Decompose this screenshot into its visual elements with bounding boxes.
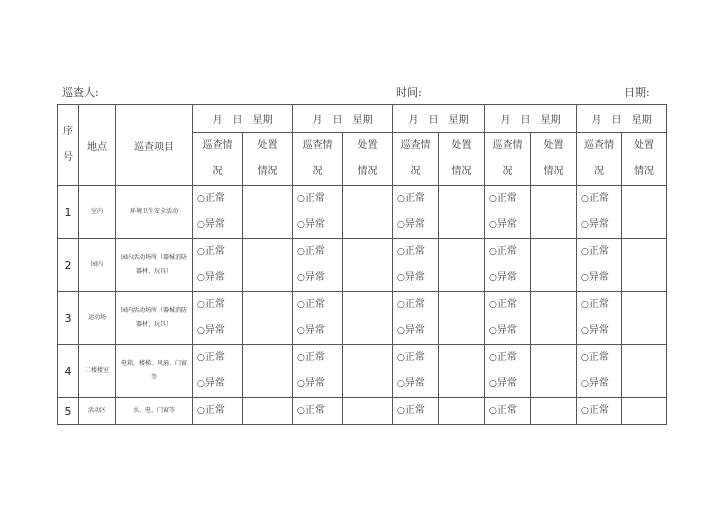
normal-option[interactable]: ○正常: [397, 352, 425, 363]
normal-option[interactable]: ○正常: [197, 352, 225, 363]
handling-cell[interactable]: [531, 398, 577, 425]
radio-circle-icon[interactable]: ○: [581, 353, 589, 363]
radio-circle-icon[interactable]: ○: [489, 300, 497, 310]
status-cell: [193, 292, 243, 345]
radio-circle-icon[interactable]: ○: [489, 326, 497, 336]
table-row: [58, 345, 667, 398]
normal-option[interactable]: ○正常: [197, 193, 225, 204]
radio-circle-icon[interactable]: ○: [297, 273, 305, 283]
handling-header: 处置 情况: [343, 133, 393, 186]
normal-option[interactable]: ○正常: [297, 405, 325, 416]
abnormal-option[interactable]: ○异常: [581, 219, 609, 230]
abnormal-option[interactable]: ○异常: [397, 272, 425, 283]
seq-header: 序 号: [58, 105, 79, 186]
row-number: 4: [58, 345, 79, 398]
radio-circle-icon[interactable]: ○: [489, 273, 497, 283]
status-cell: [293, 398, 343, 425]
radio-circle-icon[interactable]: ○: [197, 353, 205, 363]
abnormal-option[interactable]: ○异常: [297, 272, 325, 283]
handling-cell[interactable]: [531, 345, 577, 398]
normal-option[interactable]: ○正常: [297, 193, 325, 204]
status-cell: [393, 345, 439, 398]
status-cell: [393, 239, 439, 292]
normal-option[interactable]: ○正常: [581, 299, 609, 310]
place-header: 地点: [79, 105, 116, 186]
normal-option[interactable]: ○正常: [397, 405, 425, 416]
handling-cell[interactable]: [622, 398, 667, 425]
normal-option[interactable]: ○正常: [197, 405, 225, 416]
row-item: 水、电、门窗等: [116, 398, 193, 425]
status-cell: [485, 239, 531, 292]
radio-circle-icon[interactable]: ○: [397, 247, 405, 257]
status-cell: [577, 292, 622, 345]
handling-cell[interactable]: [439, 398, 485, 425]
normal-option[interactable]: ○正常: [297, 246, 325, 257]
status-cell: [193, 186, 243, 239]
handling-cell[interactable]: [622, 186, 667, 239]
radio-circle-icon[interactable]: ○: [581, 194, 589, 204]
radio-circle-icon[interactable]: ○: [297, 326, 305, 336]
check-status-header: 巡查情 况: [393, 133, 439, 186]
check-status-header: 巡查情 况: [485, 133, 531, 186]
date-heading: 月 日 星期: [393, 105, 485, 133]
check-status-header: 巡查情 况: [293, 133, 343, 186]
status-cell: [293, 239, 343, 292]
handling-cell[interactable]: [622, 239, 667, 292]
normal-option[interactable]: ○正常: [581, 405, 609, 416]
row-place: 活动区: [79, 398, 116, 425]
date-heading: 月 日 星期: [577, 105, 667, 133]
date-heading: 月 日 星期: [485, 105, 577, 133]
normal-option[interactable]: ○正常: [489, 193, 517, 204]
row-place: 运动场: [79, 292, 116, 345]
radio-circle-icon[interactable]: ○: [489, 353, 497, 363]
normal-option[interactable]: ○正常: [297, 352, 325, 363]
normal-option[interactable]: ○正常: [197, 246, 225, 257]
radio-circle-icon[interactable]: ○: [397, 406, 405, 416]
radio-circle-icon[interactable]: ○: [581, 326, 589, 336]
status-cell: [485, 292, 531, 345]
radio-circle-icon[interactable]: ○: [297, 247, 305, 257]
status-cell: [293, 186, 343, 239]
handling-header: 处置 情况: [531, 133, 577, 186]
radio-circle-icon[interactable]: ○: [197, 406, 205, 416]
handling-cell[interactable]: [439, 186, 485, 239]
handling-cell[interactable]: [531, 292, 577, 345]
item-header: 巡查项目: [116, 105, 193, 186]
radio-circle-icon[interactable]: ○: [397, 379, 405, 389]
row-number: 3: [58, 292, 79, 345]
handling-cell[interactable]: [343, 398, 393, 425]
row-number: 2: [58, 239, 79, 292]
abnormal-option[interactable]: ○异常: [297, 219, 325, 230]
radio-circle-icon[interactable]: ○: [397, 194, 405, 204]
normal-option[interactable]: ○正常: [197, 299, 225, 310]
radio-circle-icon[interactable]: ○: [397, 300, 405, 310]
abnormal-option[interactable]: ○异常: [581, 272, 609, 283]
radio-circle-icon[interactable]: ○: [297, 194, 305, 204]
abnormal-option[interactable]: ○异常: [581, 378, 609, 389]
radio-circle-icon[interactable]: ○: [581, 273, 589, 283]
status-cell: [393, 186, 439, 239]
inspector-label: 巡查人:: [62, 86, 99, 99]
handling-cell[interactable]: [343, 239, 393, 292]
normal-option[interactable]: ○正常: [489, 352, 517, 363]
abnormal-option[interactable]: ○异常: [489, 219, 517, 230]
radio-circle-icon[interactable]: ○: [489, 220, 497, 230]
radio-circle-icon[interactable]: ○: [297, 353, 305, 363]
radio-circle-icon[interactable]: ○: [581, 300, 589, 310]
handling-cell[interactable]: [439, 345, 485, 398]
normal-option[interactable]: ○正常: [489, 299, 517, 310]
normal-option[interactable]: ○正常: [489, 405, 517, 416]
status-cell: [293, 345, 343, 398]
row-place: 园内: [79, 239, 116, 292]
date-heading: 月 日 星期: [193, 105, 293, 133]
normal-option[interactable]: ○正常: [397, 299, 425, 310]
row-item: 电箱、楼梯、风扇、门窗等: [116, 345, 193, 398]
row-place: 室内: [79, 186, 116, 239]
normal-option[interactable]: ○正常: [581, 193, 609, 204]
handling-header: 处置 情况: [243, 133, 293, 186]
abnormal-option[interactable]: ○异常: [397, 219, 425, 230]
handling-cell[interactable]: [243, 345, 293, 398]
normal-option[interactable]: ○正常: [397, 193, 425, 204]
handling-cell[interactable]: [343, 292, 393, 345]
abnormal-option[interactable]: ○异常: [297, 378, 325, 389]
handling-cell[interactable]: [243, 186, 293, 239]
status-cell: [485, 398, 531, 425]
date-label: 日期:: [624, 86, 650, 99]
abnormal-option[interactable]: ○异常: [197, 272, 225, 283]
handling-header: 处置 情况: [622, 133, 667, 186]
abnormal-option[interactable]: ○异常: [397, 325, 425, 336]
handling-cell[interactable]: [343, 186, 393, 239]
status-cell: [193, 345, 243, 398]
radio-circle-icon[interactable]: ○: [489, 247, 497, 257]
status-cell: [577, 239, 622, 292]
radio-circle-icon[interactable]: ○: [581, 406, 589, 416]
radio-circle-icon[interactable]: ○: [297, 300, 305, 310]
row-place: 二楼楼室: [79, 345, 116, 398]
radio-circle-icon[interactable]: ○: [397, 326, 405, 336]
status-cell: [393, 398, 439, 425]
radio-circle-icon[interactable]: ○: [297, 379, 305, 389]
row-item: 环境卫生安全活动: [116, 186, 193, 239]
normal-option[interactable]: ○正常: [297, 299, 325, 310]
table-row: [58, 239, 667, 292]
radio-circle-icon[interactable]: ○: [489, 194, 497, 204]
abnormal-option[interactable]: ○异常: [197, 219, 225, 230]
radio-circle-icon[interactable]: ○: [581, 220, 589, 230]
row-item: 园内活动场所（器械消防器材、玩具）: [116, 239, 193, 292]
radio-circle-icon[interactable]: ○: [297, 406, 305, 416]
radio-circle-icon[interactable]: ○: [197, 194, 205, 204]
abnormal-option[interactable]: ○异常: [489, 325, 517, 336]
abnormal-option[interactable]: ○异常: [489, 272, 517, 283]
status-cell: [577, 345, 622, 398]
normal-option[interactable]: ○正常: [489, 246, 517, 257]
abnormal-option[interactable]: ○异常: [581, 325, 609, 336]
time-label: 时间:: [396, 86, 422, 99]
normal-option[interactable]: ○正常: [397, 246, 425, 257]
handling-cell[interactable]: [622, 345, 667, 398]
status-cell: [293, 292, 343, 345]
table-row: [58, 186, 667, 239]
handling-cell[interactable]: [243, 398, 293, 425]
row-number: 1: [58, 186, 79, 239]
abnormal-option[interactable]: ○异常: [197, 325, 225, 336]
radio-circle-icon[interactable]: ○: [197, 300, 205, 310]
status-cell: [577, 186, 622, 239]
handling-cell[interactable]: [439, 292, 485, 345]
table-row: [58, 398, 667, 425]
status-cell: [193, 239, 243, 292]
inspection-table: [57, 104, 667, 425]
handling-cell[interactable]: [243, 239, 293, 292]
status-cell: [193, 398, 243, 425]
radio-circle-icon[interactable]: ○: [197, 247, 205, 257]
handling-cell[interactable]: [439, 239, 485, 292]
abnormal-option[interactable]: ○异常: [297, 325, 325, 336]
status-cell: [485, 186, 531, 239]
radio-circle-icon[interactable]: ○: [489, 379, 497, 389]
handling-cell[interactable]: [531, 186, 577, 239]
radio-circle-icon[interactable]: ○: [297, 220, 305, 230]
handling-cell[interactable]: [343, 345, 393, 398]
normal-option[interactable]: ○正常: [581, 246, 609, 257]
row-item: 园内活动场所（器械消防器材、玩具）: [116, 292, 193, 345]
radio-circle-icon[interactable]: ○: [397, 353, 405, 363]
check-status-header: 巡查情 况: [577, 133, 622, 186]
radio-circle-icon[interactable]: ○: [197, 326, 205, 336]
row-number: 5: [58, 398, 79, 425]
radio-circle-icon[interactable]: ○: [581, 247, 589, 257]
handling-cell[interactable]: [531, 239, 577, 292]
abnormal-option[interactable]: ○异常: [197, 378, 225, 389]
handling-header: 处置 情况: [439, 133, 485, 186]
radio-circle-icon[interactable]: ○: [197, 273, 205, 283]
abnormal-option[interactable]: ○异常: [397, 378, 425, 389]
status-cell: [577, 398, 622, 425]
check-status-header: 巡查情 况: [193, 133, 243, 186]
abnormal-option[interactable]: ○异常: [489, 378, 517, 389]
normal-option[interactable]: ○正常: [581, 352, 609, 363]
radio-circle-icon[interactable]: ○: [397, 273, 405, 283]
status-cell: [393, 292, 439, 345]
radio-circle-icon[interactable]: ○: [197, 220, 205, 230]
handling-cell[interactable]: [243, 292, 293, 345]
radio-circle-icon[interactable]: ○: [489, 406, 497, 416]
radio-circle-icon[interactable]: ○: [197, 379, 205, 389]
table-row: [58, 292, 667, 345]
handling-cell[interactable]: [622, 292, 667, 345]
status-cell: [485, 345, 531, 398]
radio-circle-icon[interactable]: ○: [581, 379, 589, 389]
date-heading: 月 日 星期: [293, 105, 393, 133]
radio-circle-icon[interactable]: ○: [397, 220, 405, 230]
